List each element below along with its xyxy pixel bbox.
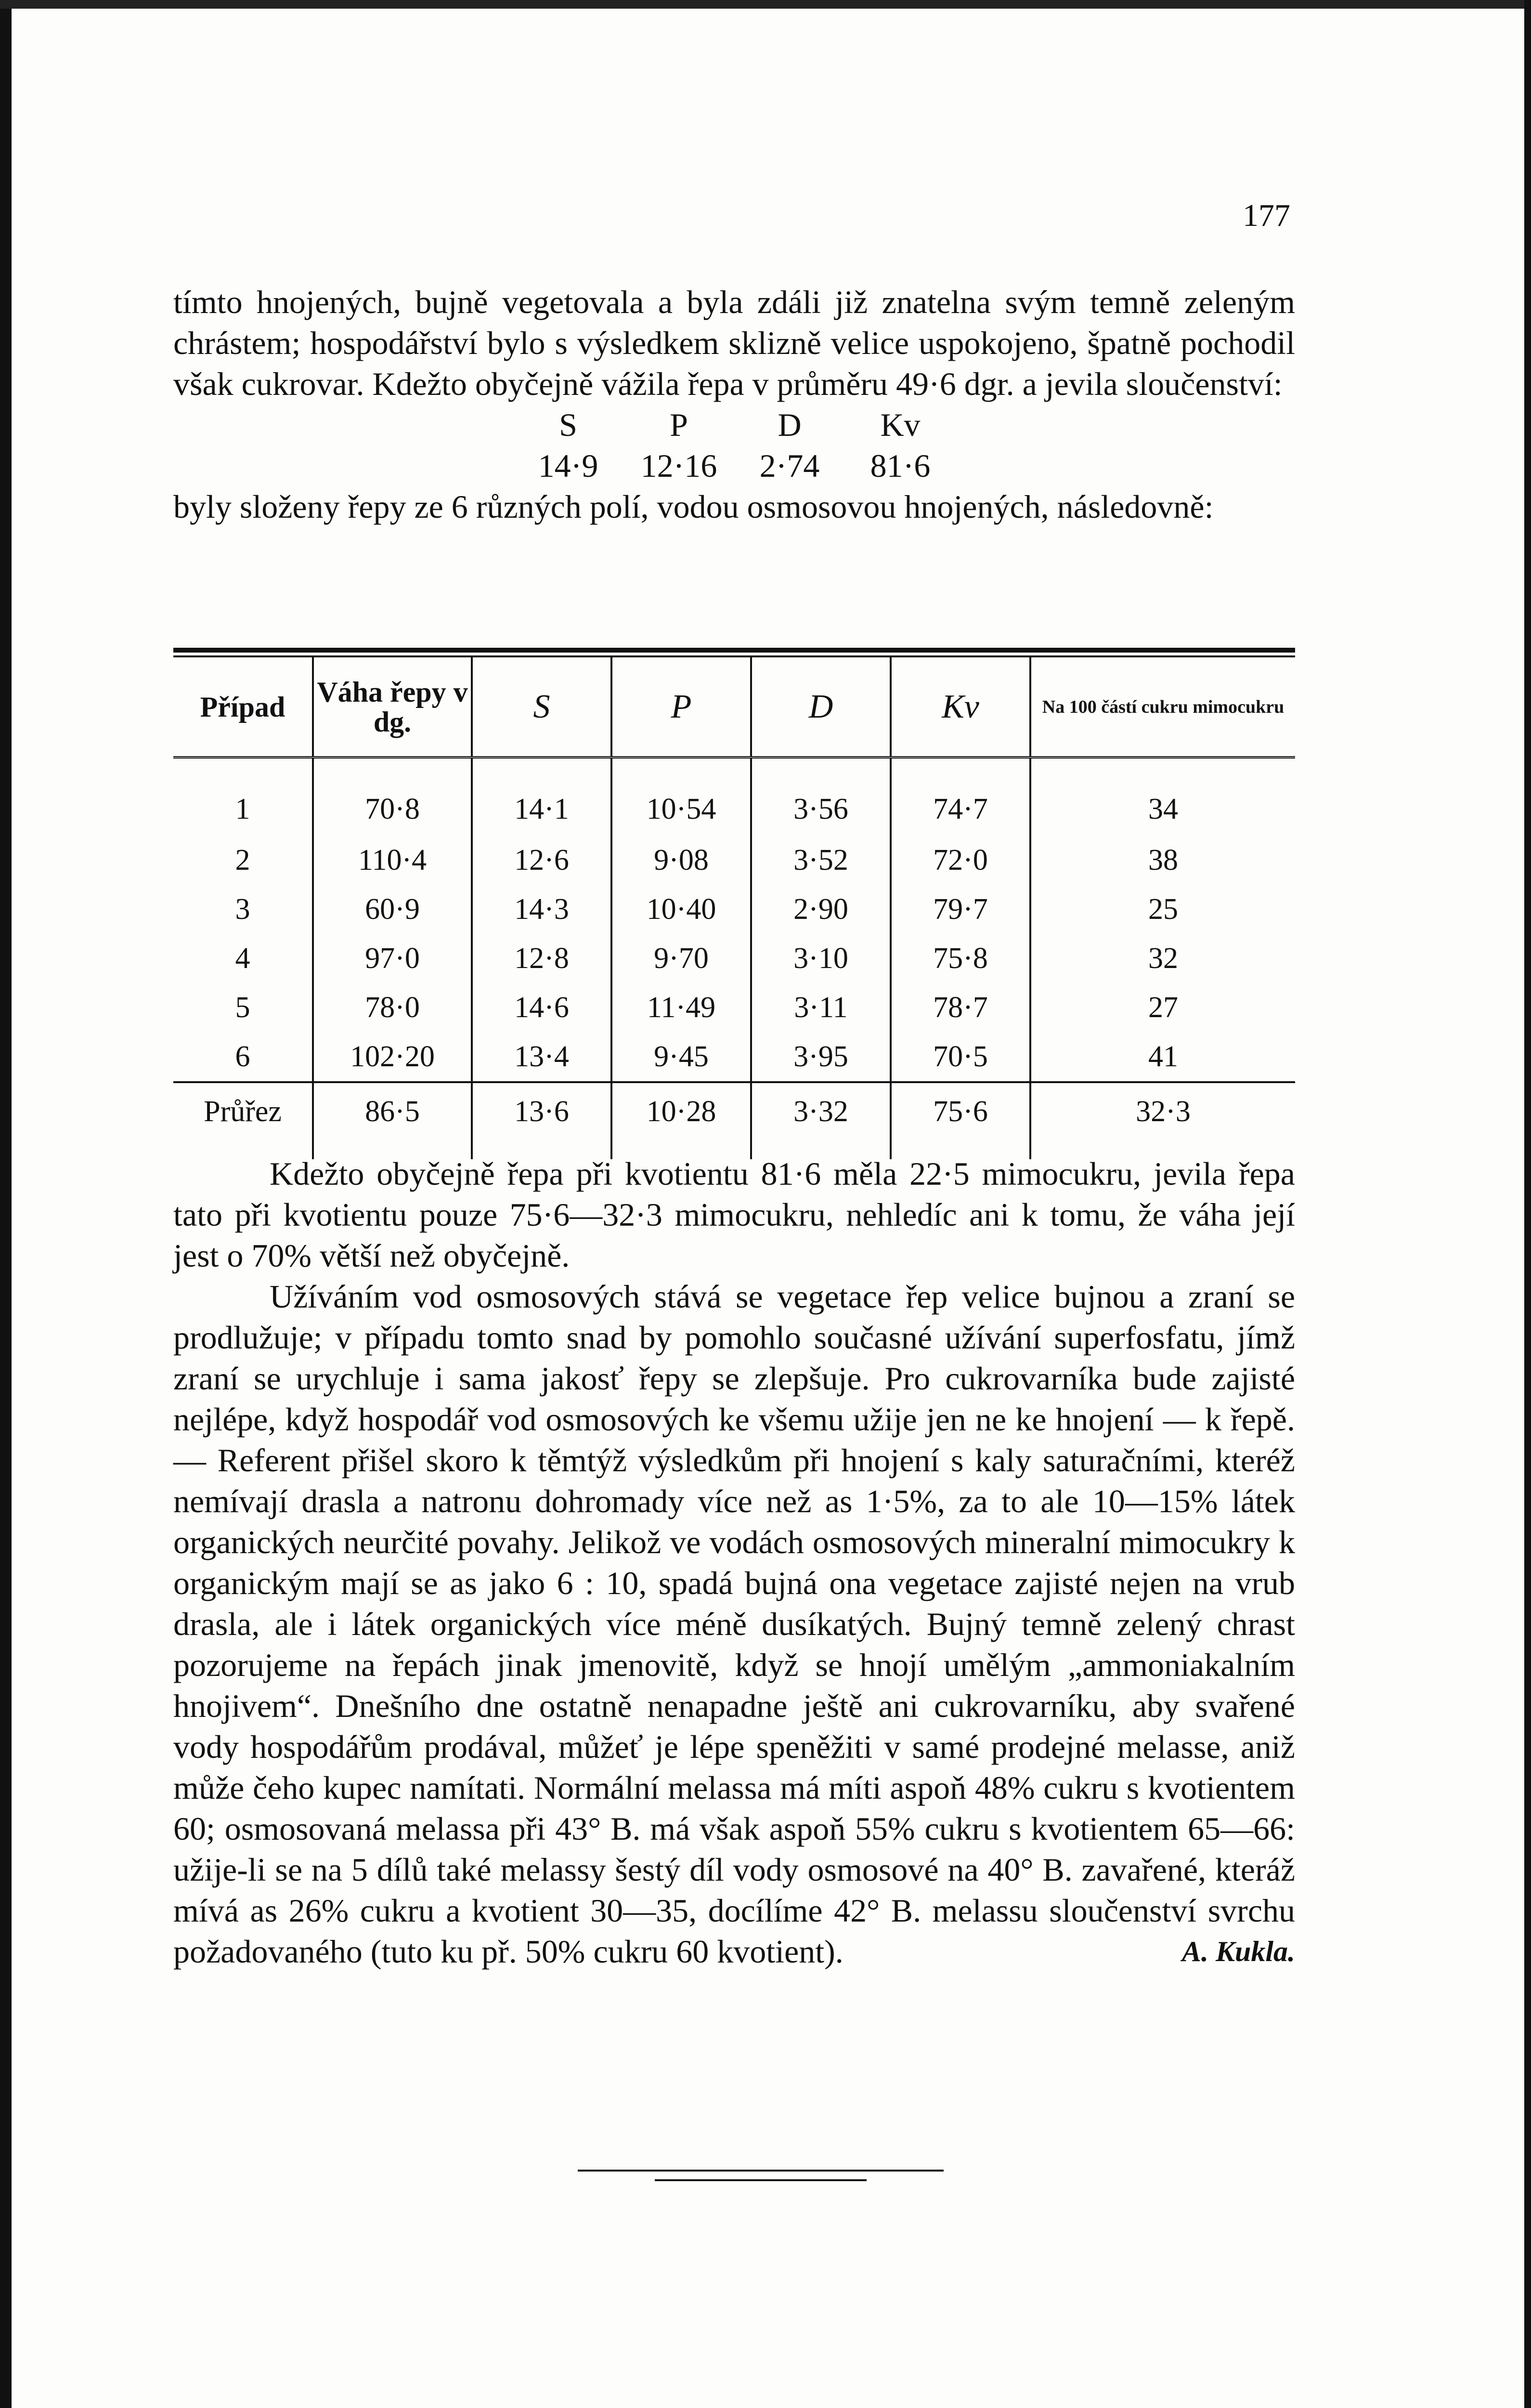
paragraph-main-text: Užíváním vod osmosových stává se vegetace řep velice bujnou a zraní se prodlužuje; v případu tomto snad by pomohlo současné užívání superfosfatu, jímž zraní se urychluje i sama jakosť řepy se zlepšuje. Pro cukrovarníka bude zajisté nejlépe, když hospodář vod osmosových ke všemu užije jen ne ke hnojení — k řepě. — Referent přišel skoro k těmtýž výsledkům při hnojení s kaly saturačními, kteréž nemívají drasla a natronu dohromady více než as 1·5%, za to ale 10—15% látek organických neurčité povahy. Jelikož ve vodách osmosových mineralní mimocukry k organickým mají se as jako 6 : 10, spadá bujná ona vegetace zajisté nejen na vrub drasla, ale i látek organických více méně dusíkatých. Bujný temně zelený chrast pozorujeme na řepách jinak jmenovitě, když se hnojí umělým „ammoniakalním hnojivem“. Dnešního dne ostatně nenapadne ještě ani cukrovarníku, aby svařené vody hospodářům prodával, můžeť je lépe speněžiti v samé prodejné melasse, aniž může čeho kupec namítati. Normální melassa má míti aspoň 48% cukru s kvotientem 60; osmosovaná melassa při 43° B. má však aspoň 55% cukru s kvotientem 65—66: užije-li se na 5 dílů také melassy šestý díl vody osmosové na 40° B. zavařené, kteráž mívá as 26% cukru a kvotient 30—35, docílíme 42° B. melassu sloučenství svrchu požadovaného (tuto ku př. 50% cukru 60 kvotient). <box>173 1278 1295 1970</box>
cell-weight: 78·0 <box>313 983 472 1032</box>
cell-parts: 32 <box>1030 934 1295 983</box>
cell-parts: 38 <box>1030 836 1295 885</box>
cell-d: 3·52 <box>751 836 891 885</box>
cell-case: 3 <box>235 892 250 926</box>
cell-parts: 41 <box>1030 1032 1295 1082</box>
cell-kv: 75·6 <box>891 1082 1030 1140</box>
composition-headers <box>173 405 1295 445</box>
header-kv: Kv <box>891 657 1030 758</box>
cell-p: 10·54 <box>611 758 751 836</box>
header-parts: Na 100 částí cukru mimocukru <box>1030 657 1295 758</box>
cell-weight: 60·9 <box>313 885 472 934</box>
cell-p: 9·45 <box>611 1032 751 1082</box>
cell-s: 12·8 <box>472 934 611 983</box>
cell-s: 14·1 <box>472 758 611 836</box>
end-rule-top <box>578 2170 944 2172</box>
cell-case: 6 <box>235 1040 250 1073</box>
cell-p: 10·28 <box>611 1082 751 1140</box>
results-table <box>173 657 1295 1159</box>
cell-parts: 25 <box>1030 885 1295 934</box>
table-row <box>173 885 1295 934</box>
composition-header-d: D <box>778 406 802 443</box>
composition-header-p: P <box>670 406 688 443</box>
cell-d: 3·95 <box>751 1032 891 1082</box>
cell-case: 1 <box>235 792 250 825</box>
cell-d: 3·11 <box>751 983 891 1032</box>
composition-value-s: 14·9 <box>538 447 598 484</box>
header-case: Případ <box>173 657 313 758</box>
header-s: S <box>472 657 611 758</box>
cell-kv: 72·0 <box>891 836 1030 885</box>
cell-s: 13·6 <box>472 1082 611 1140</box>
table-top-rule <box>173 648 1295 653</box>
cell-case: 4 <box>235 942 250 975</box>
paragraph-main <box>173 1276 1295 1972</box>
cell-d: 3·56 <box>751 758 891 836</box>
cell-d: 3·32 <box>751 1082 891 1140</box>
cell-s: 14·6 <box>472 983 611 1032</box>
cell-weight: 97·0 <box>313 934 472 983</box>
results-table-wrap <box>173 648 1295 1159</box>
composition-value-kv: 81·6 <box>870 447 931 484</box>
cell-kv: 70·5 <box>891 1032 1030 1082</box>
header-weight: Váha řepy v dg. <box>313 657 472 758</box>
composition-header-kv: Kv <box>880 406 921 443</box>
cell-parts: 27 <box>1030 983 1295 1032</box>
cell-s: 14·3 <box>472 885 611 934</box>
composition-value-p: 12·16 <box>640 447 717 484</box>
intro-paragraph: tímto hnojených, bujně vegetovala a byla zdáli již znatelna svým temně zeleným chrástem; hospodářství bylo s výsledkem sklizně velice uspokojeno, špatně pochodil však cukrovar. Kdežto obyčejně vážila řepa v průměru 49·6 dgr. a jevila sloučenství: <box>173 284 1295 402</box>
scan-border-left <box>0 0 12 2408</box>
end-rule-bottom <box>655 2179 867 2181</box>
cell-weight: 70·8 <box>313 758 472 836</box>
cell-kv: 78·7 <box>891 983 1030 1032</box>
table-row <box>173 934 1295 983</box>
author-signature: A. Kukla. <box>1181 1936 1295 1967</box>
cell-s: 12·6 <box>472 836 611 885</box>
cell-s: 13·4 <box>472 1032 611 1082</box>
discussion-section <box>173 1153 1295 1972</box>
cell-p: 11·49 <box>611 983 751 1032</box>
composition-value-d: 2·74 <box>759 447 820 484</box>
cell-weight: 86·5 <box>313 1082 472 1140</box>
table-row <box>173 758 1295 836</box>
table-header-row <box>173 657 1295 758</box>
composition-header-s: S <box>559 406 577 443</box>
cell-case: 5 <box>235 991 250 1024</box>
cell-parts: 32·3 <box>1030 1082 1295 1140</box>
composition-values <box>173 445 1295 486</box>
cell-d: 3·10 <box>751 934 891 983</box>
table-row <box>173 836 1295 885</box>
cell-case: Průřez <box>173 1082 313 1140</box>
cell-p: 9·70 <box>611 934 751 983</box>
cell-weight: 110·4 <box>313 836 472 885</box>
header-p: P <box>611 657 751 758</box>
paragraph-after-table: Kdežto obyčejně řepa při kvotientu 81·6 měla 22·5 mimocukru, jevila řepa tato při kvotientu pouze 75·6—32·3 mimocukru, nehledíc ani k tomu, že váha její jest o 70% větší než obyčejně. <box>173 1155 1295 1274</box>
cell-weight: 102·20 <box>313 1032 472 1082</box>
page-number: 177 <box>1243 198 1290 233</box>
header-d: D <box>751 657 891 758</box>
cell-case: 2 <box>235 843 250 877</box>
scan-border-right <box>1524 0 1531 2408</box>
cell-d: 2·90 <box>751 885 891 934</box>
table-row <box>173 983 1295 1032</box>
cell-parts: 34 <box>1030 758 1295 836</box>
table-average-row <box>173 1082 1295 1140</box>
cell-kv: 75·8 <box>891 934 1030 983</box>
table-row <box>173 1032 1295 1082</box>
cell-p: 9·08 <box>611 836 751 885</box>
scan-border-top <box>0 0 1531 9</box>
intro-section <box>173 282 1295 527</box>
intro-continuation: byly složeny řepy ze 6 různých polí, vodou osmosovou hnojených, následovně: <box>173 488 1214 525</box>
cell-kv: 79·7 <box>891 885 1030 934</box>
cell-p: 10·40 <box>611 885 751 934</box>
cell-kv: 74·7 <box>891 758 1030 836</box>
